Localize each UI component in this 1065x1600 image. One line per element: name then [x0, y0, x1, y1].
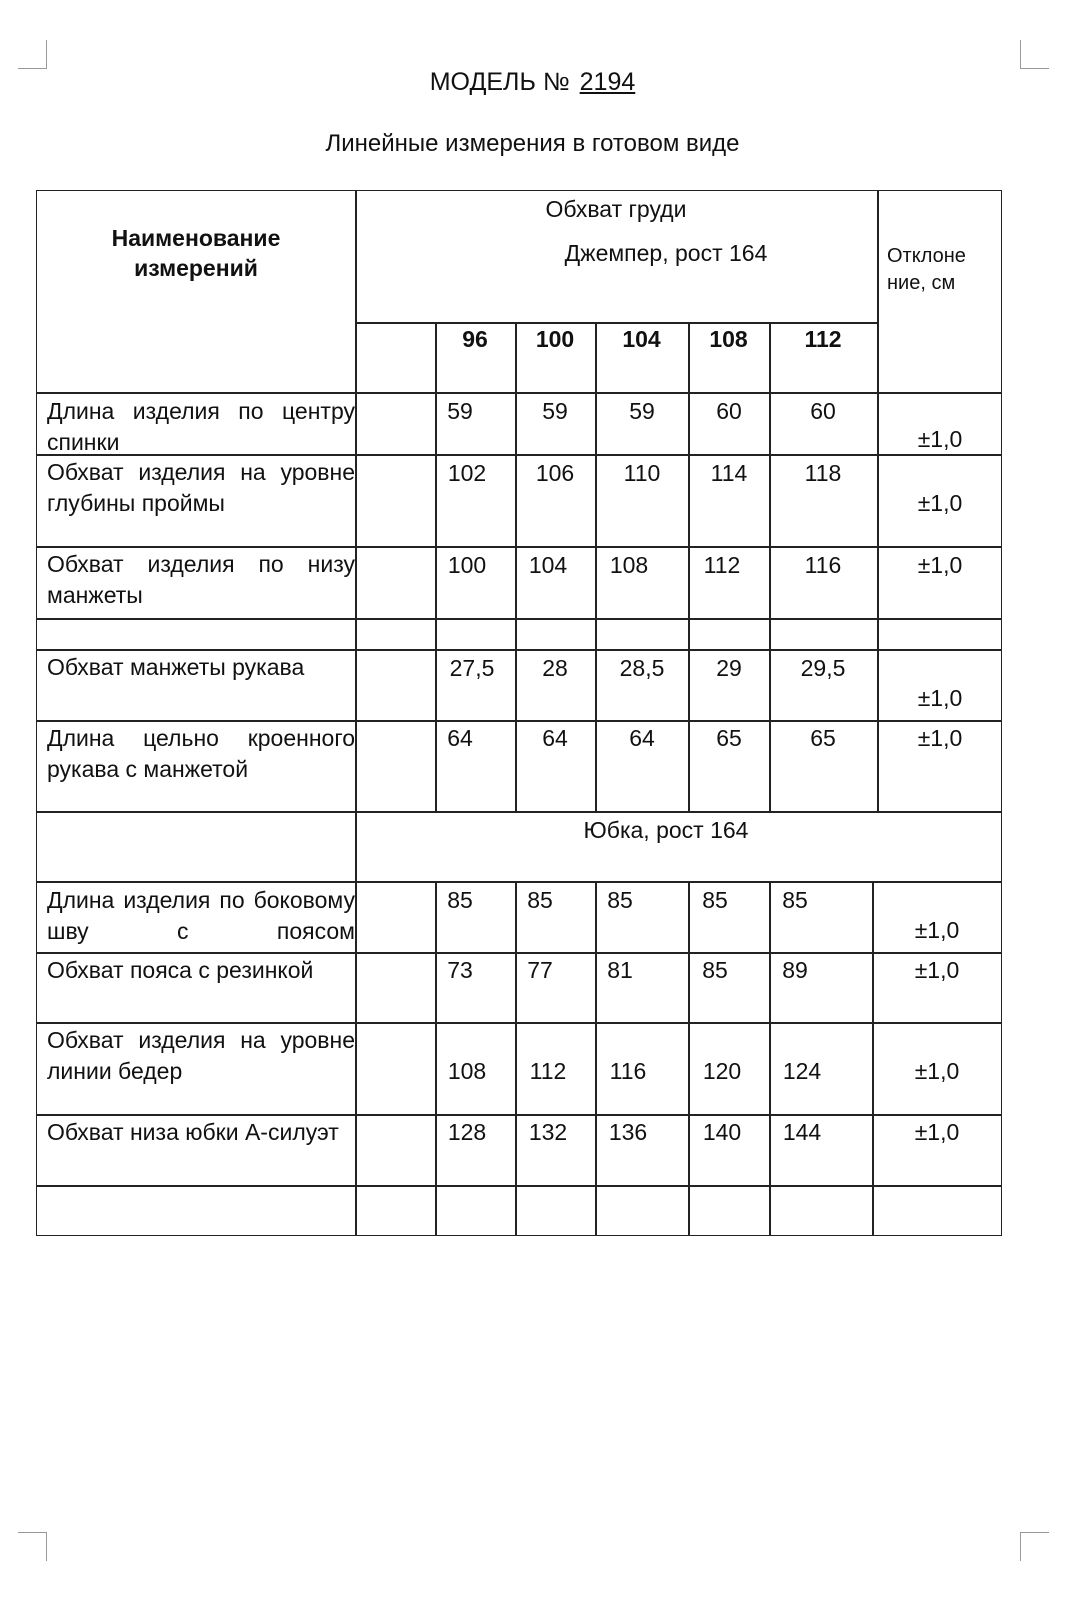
vline — [515, 881, 517, 1235]
size-header-104: 104 — [622, 326, 661, 352]
size-header-96: 96 — [462, 326, 488, 352]
header-tolerance-line1: Отклоне — [887, 245, 966, 267]
row-label: Длина изделия по боковому шву с поясом — [47, 887, 355, 944]
row-label: Обхват пояса с резинкой — [47, 957, 314, 983]
vline — [435, 881, 437, 1235]
cell-value: 108 — [447, 1058, 487, 1084]
model-number: 2194 — [579, 68, 636, 96]
cell-value: 140 — [702, 1119, 742, 1145]
header-tolerance-line2: ние, см — [887, 272, 956, 294]
hline — [37, 618, 1001, 620]
cell-value: 64 — [542, 725, 568, 751]
cell-value: 81 — [607, 957, 633, 983]
cell-value: 85 — [702, 887, 728, 913]
vline — [515, 322, 517, 811]
cell-tolerance: ±1,0 — [914, 1058, 960, 1084]
cell-value: 29,5 — [800, 655, 846, 681]
cell-value: 59 — [542, 398, 568, 424]
cell-value: 60 — [810, 398, 836, 424]
cell-value: 64 — [629, 725, 655, 751]
cell-value: 85 — [447, 887, 473, 913]
crop-mark-bottom-right — [1020, 1532, 1049, 1561]
cell-value: 59 — [629, 398, 655, 424]
vline — [595, 322, 597, 811]
crop-mark-top-right — [1020, 40, 1049, 69]
cell-value: 108 — [609, 552, 649, 578]
cell-value: 85 — [607, 887, 633, 913]
cell-value: 114 — [710, 460, 748, 486]
cell-value: 116 — [609, 1058, 647, 1084]
cell-value: 29 — [716, 655, 742, 681]
hline — [37, 811, 1001, 813]
crop-mark-top-left — [18, 40, 47, 69]
row-label: Обхват манжеты рукава — [47, 654, 305, 680]
cell-tolerance: ±1,0 — [917, 725, 963, 751]
cell-value: 27,5 — [449, 655, 495, 681]
vline — [877, 191, 879, 811]
document-title — [0, 68, 1065, 97]
cell-value: 112 — [529, 1058, 567, 1084]
cell-value: 128 — [447, 1119, 487, 1145]
cell-value: 120 — [702, 1058, 742, 1084]
cell-tolerance: ±1,0 — [914, 917, 960, 943]
vline — [355, 191, 357, 1235]
row-label: Обхват изделия по низу манжеты — [47, 551, 355, 608]
hline — [37, 952, 1001, 954]
cell-value: 77 — [527, 957, 553, 983]
cell-value: 132 — [528, 1119, 568, 1145]
cell-value: 102 — [447, 460, 487, 486]
cell-value: 73 — [447, 957, 473, 983]
cell-value: 100 — [447, 552, 487, 578]
hline — [37, 881, 1001, 883]
cell-value: 124 — [782, 1058, 822, 1084]
cell-value: 59 — [447, 398, 473, 424]
vline — [595, 881, 597, 1235]
cell-value: 110 — [623, 460, 661, 486]
cell-tolerance: ±1,0 — [917, 685, 963, 711]
size-header-100: 100 — [535, 326, 575, 352]
cell-value: 106 — [535, 460, 575, 486]
hline — [37, 649, 1001, 651]
row-label: Обхват изделия на уровне линии бедер — [47, 1027, 355, 1084]
header-chest-girth: Обхват груди — [545, 196, 687, 222]
document-subtitle: Линейные измерения в готовом виде — [325, 130, 740, 157]
cell-value: 136 — [608, 1119, 648, 1145]
cell-value: 28 — [542, 655, 568, 681]
cell-value: 112 — [703, 552, 741, 578]
cell-value: 116 — [804, 552, 842, 578]
vline — [769, 881, 771, 1235]
vline — [688, 881, 690, 1235]
cell-value: 104 — [528, 552, 568, 578]
vline — [688, 322, 690, 811]
hline — [37, 720, 1001, 722]
row-label: Обхват изделия на уровне глубины проймы — [47, 459, 355, 516]
vline — [769, 322, 771, 811]
cell-value: 85 — [782, 887, 808, 913]
crop-mark-bottom-left — [18, 1532, 47, 1561]
cell-value: 65 — [810, 725, 836, 751]
cell-value: 85 — [527, 887, 553, 913]
model-label: МОДЕЛЬ № — [429, 68, 570, 96]
measurements-table — [36, 190, 1002, 1236]
vline — [872, 881, 874, 1235]
hline — [37, 546, 1001, 548]
cell-value: 144 — [782, 1119, 822, 1145]
hline — [37, 392, 1001, 394]
cell-tolerance: ±1,0 — [917, 490, 963, 516]
hline — [37, 1114, 1001, 1116]
cell-value: 60 — [716, 398, 742, 424]
hline — [37, 1022, 1001, 1024]
cell-tolerance: ±1,0 — [917, 426, 963, 452]
section-skirt-title: Юбка, рост 164 — [583, 817, 749, 843]
row-label: Обхват низа юбки А-силуэт — [47, 1119, 339, 1145]
cell-value: 118 — [804, 460, 842, 486]
cell-tolerance: ±1,0 — [914, 957, 960, 983]
size-header-108: 108 — [709, 326, 748, 352]
row-label: Длина изделия по центру спинки — [47, 398, 355, 455]
header-name-line2: измерений — [134, 255, 258, 281]
cell-tolerance: ±1,0 — [917, 552, 963, 578]
cell-value: 28,5 — [619, 655, 665, 681]
row-label: Длина цельно кроенного рукава с манжетой — [47, 725, 355, 782]
header-name-line1: Наименование — [111, 225, 281, 251]
cell-value: 85 — [702, 957, 728, 983]
cell-tolerance: ±1,0 — [914, 1119, 960, 1145]
cell-value: 89 — [782, 957, 808, 983]
hline — [37, 1185, 1001, 1187]
section-jumper-title: Джемпер, рост 164 — [564, 240, 768, 266]
size-header-112: 112 — [804, 326, 842, 352]
cell-value: 64 — [447, 725, 473, 751]
cell-value: 65 — [716, 725, 742, 751]
